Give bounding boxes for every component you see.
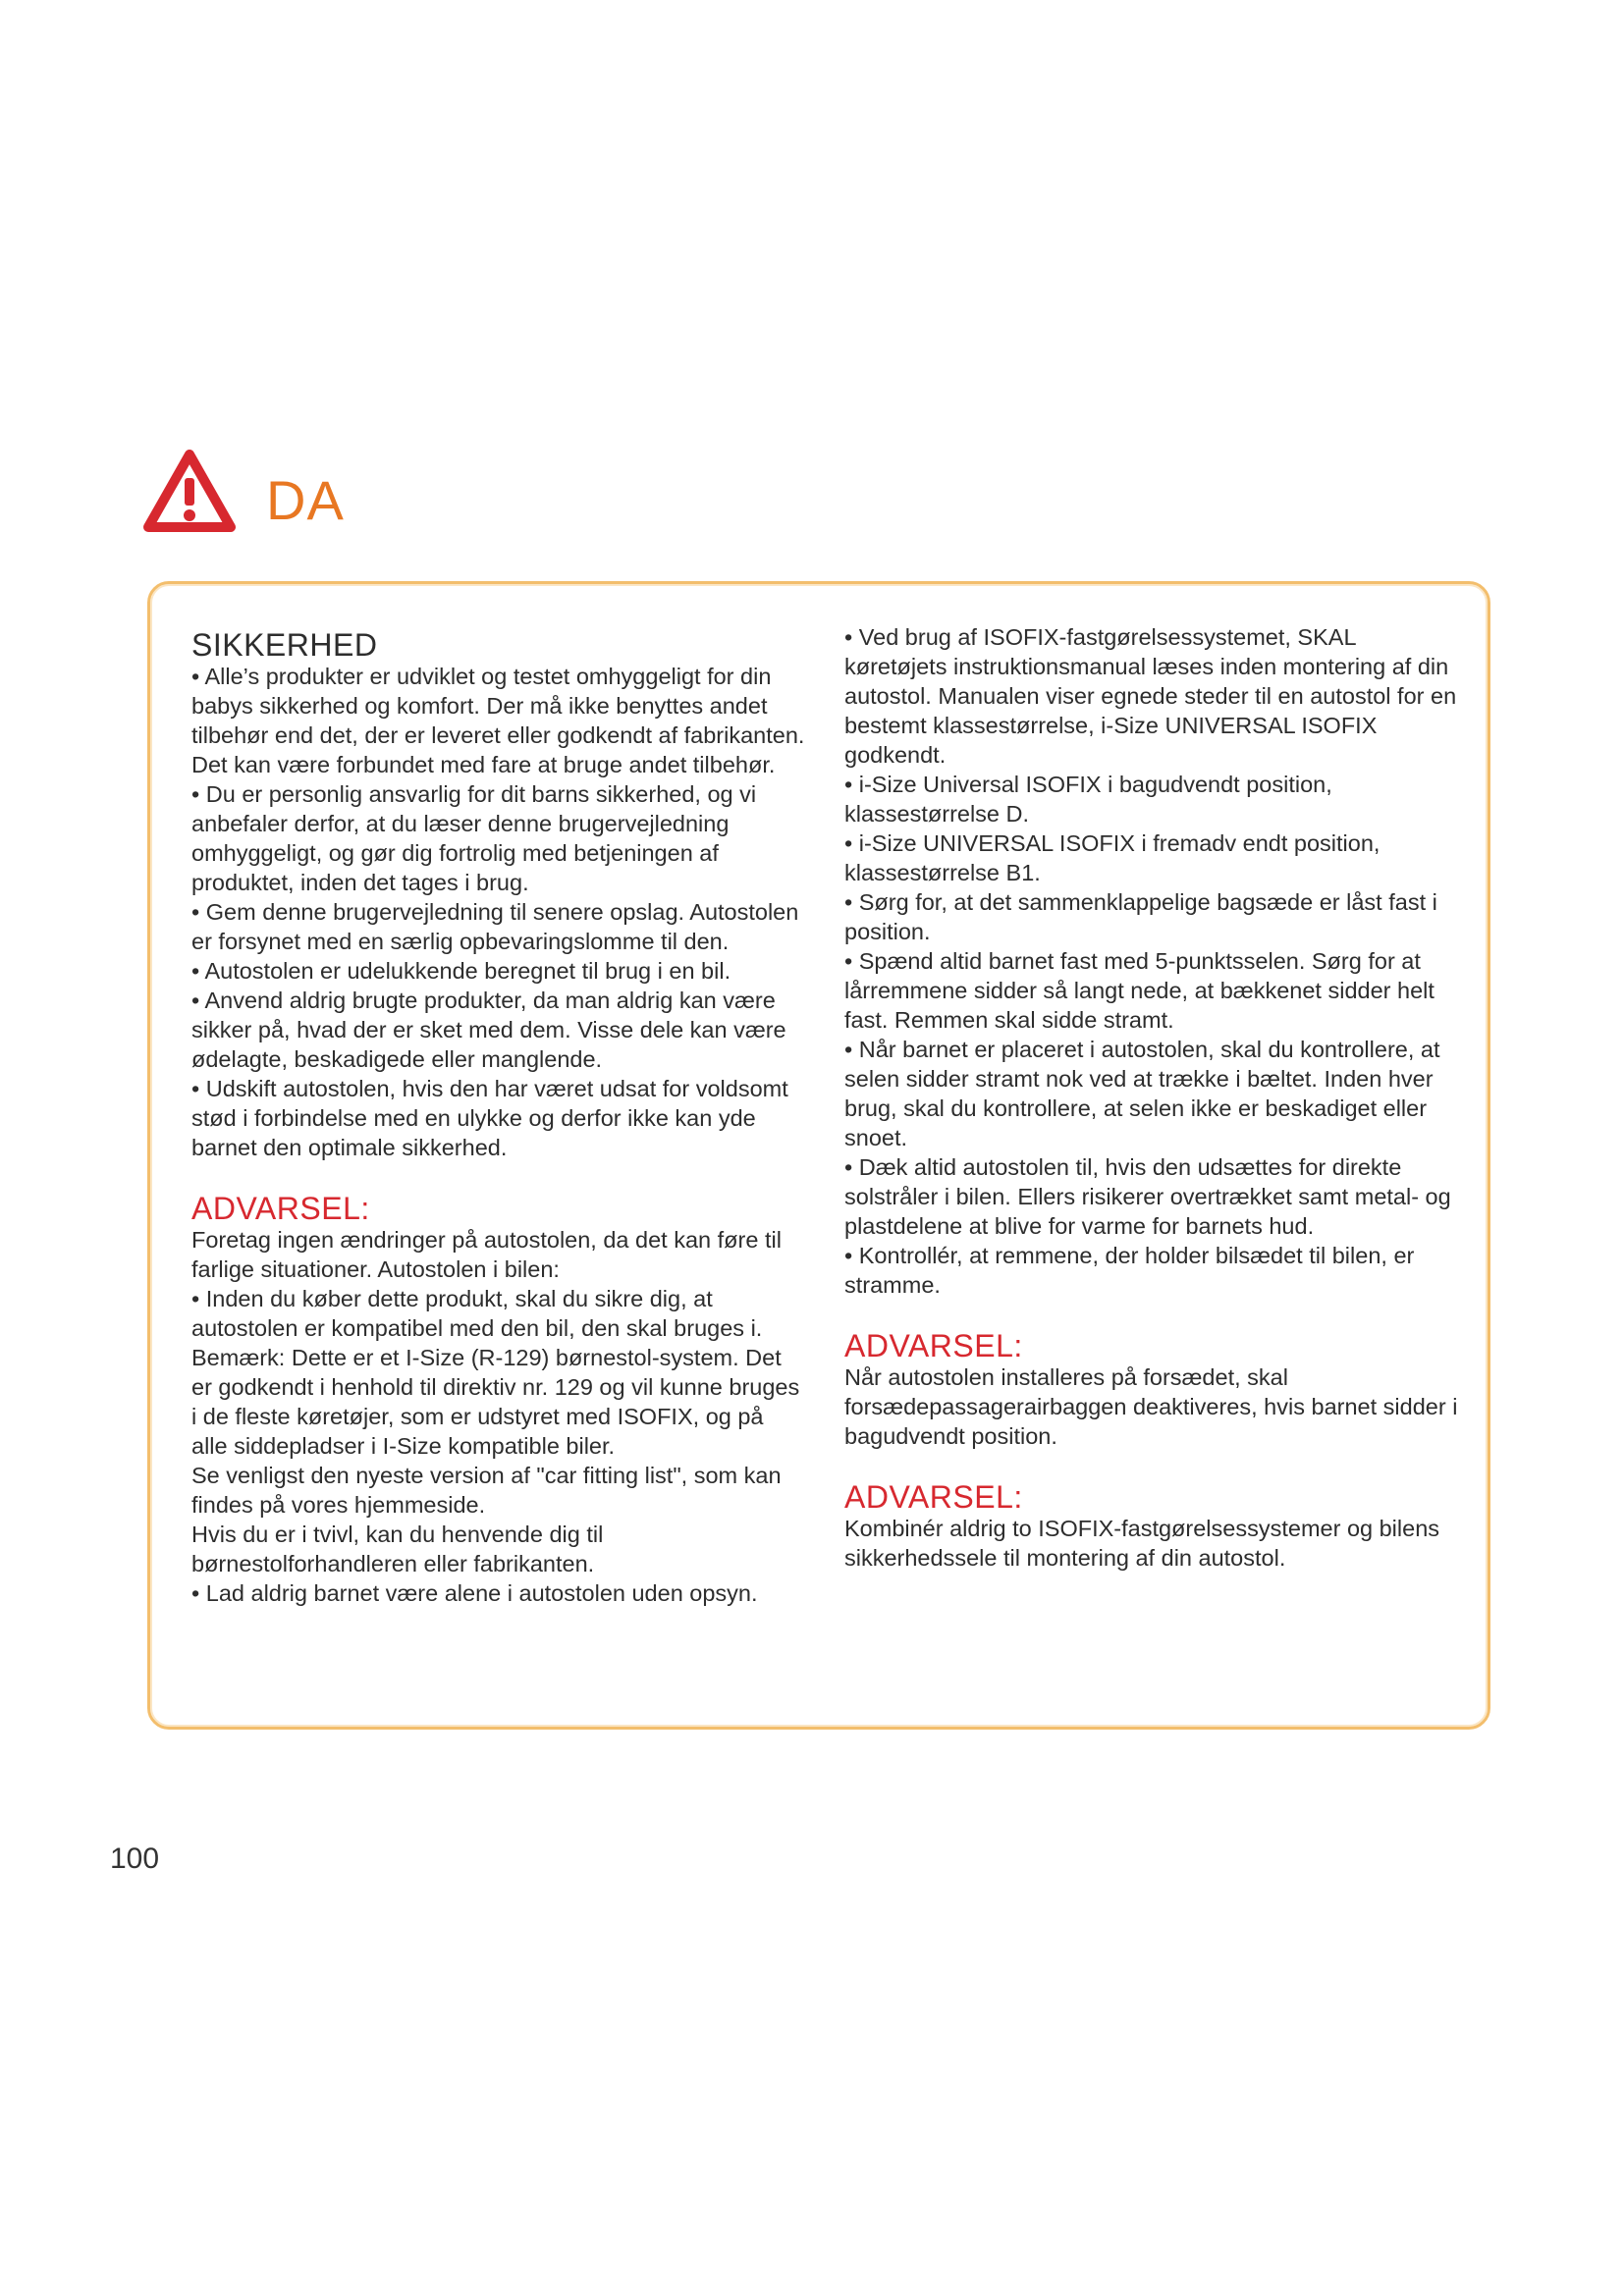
paragraph: • Spænd altid barnet fast med 5-punktsselen. Sørg for at lårremmene sidder så langt nede, at bækkenet sidder helt fast. Remmen skal sidde stramt. [844, 948, 1435, 1033]
paragraph: Se venligst den nyeste version af "car fitting list", som kan findes på vores hjemmeside. [191, 1463, 782, 1518]
paragraph: • Dæk altid autostolen til, hvis den udsættes for direkte solstråler i bilen. Ellers risikerer overtrækket samt metal- og plastdelene at blive for varme for barnets hud. [844, 1154, 1451, 1239]
warning-heading: ADVARSEL: [844, 1328, 1023, 1363]
paragraph: • i-Size Universal ISOFIX i bagudvendt position, klassestørrelse D. [844, 772, 1332, 827]
paragraph: • Anvend aldrig brugte produkter, da man aldrig kan være sikker på, hvad der er sket med dem. Visse dele kan være ødelagte, beskadigede eller manglende. [191, 988, 786, 1072]
paragraph: • Kontrollér, at remmene, der holder bilsædet til bilen, er stramme. [844, 1243, 1415, 1298]
language-code: DA [266, 468, 345, 531]
paragraph: • Inden du køber dette produkt, skal du sikre dig, at autostolen er kompatibel med den bil, den skal bruges i. Bemærk: Dette er et I-Size (R-129) børnestol-system. Det er godkendt i henhold til direktiv nr. 129 og vil kunne bruges i de fleste køretøjer, som er udstyret med ISOFIX, og på alle siddepladser i I-Size kompatible biler. [191, 1286, 800, 1459]
warning-heading: ADVARSEL: [191, 1191, 370, 1226]
paragraph: • Alle’s produkter er udviklet og testet omhyggeligt for din babys sikkerhed og komfort. Der må ikke benyttes andet tilbehør end det, der er leveret eller godkendt af fabrikanten. Det kan være forbundet med fare at bruge andet tilbehør. [191, 664, 805, 777]
right-column [844, 622, 1458, 1573]
paragraph: • Ved brug af ISOFIX-fastgørelsessystemet, SKAL køretøjets instruktionsmanual læses inden montering af din autostol. Manualen viser egnede steder til en autostol for en bestemt klassestørrelse, i-Size UNIVERSAL ISOFIX godkendt. [844, 624, 1457, 768]
paragraph: • Gem denne brugervejledning til senere opslag. Autostolen er forsynet med en særlig opbevaringslomme til den. [191, 899, 799, 954]
paragraph: Kombinér aldrig to ISOFIX-fastgørelsessystemer og bilens sikkerhedssele til montering af din autostol. [844, 1516, 1440, 1571]
warning-triangle-icon [142, 447, 237, 535]
paragraph: • Når barnet er placeret i autostolen, skal du kontrollere, at selen sidder stramt nok ved at trække i bæltet. Inden hver brug, skal du kontrollere, at selen ikke er beskadiget eller snoet. [844, 1037, 1440, 1150]
paragraph: • i-Size UNIVERSAL ISOFIX i fremadv endt position, klassestørrelse B1. [844, 830, 1380, 885]
left-column [191, 628, 805, 1608]
paragraph: • Du er personlig ansvarlig for dit barns sikkerhed, og vi anbefaler derfor, at du læser denne brugervejledning omhyggeligt, og gør dig fortrolig med betjeningen af produktet, inden det tages i brug. [191, 781, 757, 895]
paragraph: Hvis du er i tvivl, kan du henvende dig til børnestolforhandleren eller fabrikanten. [191, 1522, 604, 1576]
paragraph: • Udskift autostolen, hvis den har været udsat for voldsomt stød i forbindelse med en ulykke og derfor ikke kan yde barnet den optimale sikkerhed. [191, 1076, 788, 1160]
paragraph: • Autostolen er udelukkende beregnet til brug i en bil. [191, 958, 731, 984]
paragraph: • Sørg for, at det sammenklappelige bagsæde er låst fast i position. [844, 889, 1437, 944]
paragraph: Foretag ingen ændringer på autostolen, da det kan føre til farlige situationer. Autostolen i bilen: [191, 1227, 782, 1282]
section-header [142, 447, 345, 535]
paragraph: • Lad aldrig barnet være alene i autostolen uden opsyn. [191, 1580, 758, 1606]
warning-heading: ADVARSEL: [844, 1479, 1023, 1515]
page-number: 100 [110, 1842, 160, 1875]
safety-heading: SIKKERHED [191, 627, 378, 663]
paragraph: Når autostolen installeres på forsædet, skal forsædepassagerairbaggen deaktiveres, hvis barnet sidder i bagudvendt position. [844, 1364, 1458, 1449]
